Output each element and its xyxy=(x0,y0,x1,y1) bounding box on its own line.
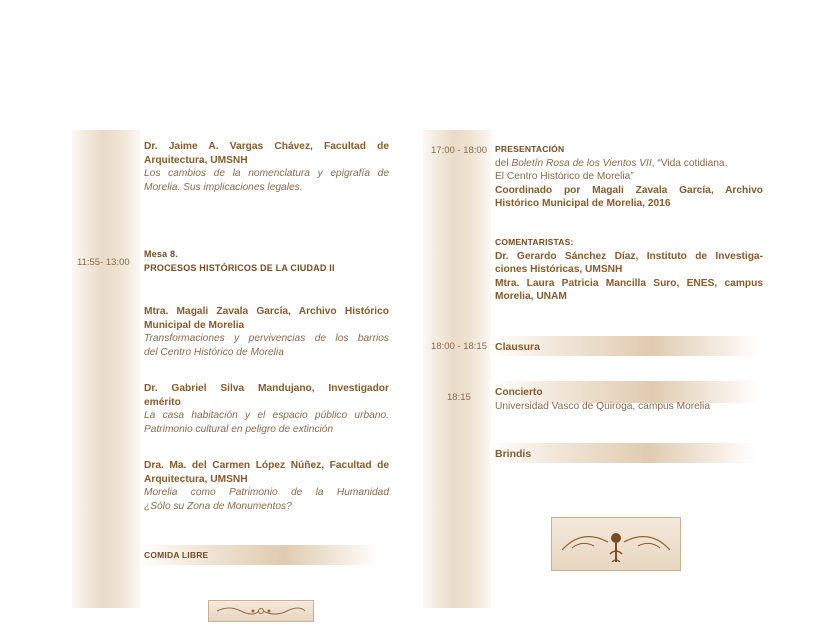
entry-title-cont: Morelia. Sus implicaciones legales. xyxy=(144,181,303,193)
concierto-block xyxy=(495,386,763,413)
entry-author: Dra. Ma. del Carmen López Núñez, Facultad de xyxy=(144,460,389,471)
pres-pre: del xyxy=(495,157,512,169)
comentarista-2: Mtra. Laura Patricia Mancilla Suro, ENES, campus xyxy=(495,277,763,289)
time-presentacion: 17:00 - 18:00 xyxy=(431,145,487,156)
left-session-time: 11:55- 13:00 xyxy=(77,257,130,268)
entry-author-cont: Arquitectura, UMSNH xyxy=(144,154,248,166)
coordinator-cont: Histórico Municipal de Morelia, 2016 xyxy=(495,198,671,210)
left-entry-1 xyxy=(144,140,389,194)
mesa-label: Mesa 8. xyxy=(144,249,178,259)
presentacion-block xyxy=(495,143,763,211)
coordinator: Coordinado por Magali Zavala García, Archivo xyxy=(495,184,763,196)
entry-title-cont: del Centro Histórico de Morelia xyxy=(144,346,284,358)
mesa-title: PROCESOS HISTÓRICOS DE LA CIUDAD II xyxy=(144,262,335,273)
clausura-label: Clausura xyxy=(495,341,540,353)
left-time-band xyxy=(72,130,140,608)
right-time-band xyxy=(423,130,491,608)
entry-author-cont: emérito xyxy=(144,396,181,408)
mesa-heading xyxy=(144,248,389,275)
right-ornament xyxy=(551,517,681,571)
comentaristas-block xyxy=(495,236,763,304)
entry-author: Dr. Gabriel Silva Mandujano, Investigador xyxy=(144,383,389,394)
time-concierto: 18:15 xyxy=(447,392,471,403)
presentacion-line2: El Centro Histórico de Morelia” xyxy=(495,171,634,183)
entry-title-cont: ¿Sólo su Zona de Monumentos? xyxy=(144,500,292,512)
entry-title-cont: Patrimonio cultural en peligro de extinción xyxy=(144,423,334,435)
boletin-title: Boletín Rosa de los Vientos VII xyxy=(511,157,652,169)
entry-title: La casa habitación y el espacio público urbano. xyxy=(144,410,389,422)
left-ornament xyxy=(208,600,314,622)
pres-post: , “Vida cotidiana. xyxy=(651,157,728,169)
presentacion-line1 xyxy=(495,157,763,171)
entry-author: Dr. Jaime A. Vargas Chávez, Facultad de xyxy=(144,141,389,152)
entry-author-cont: Municipal de Morelia xyxy=(144,319,245,331)
flourish-icon xyxy=(209,601,313,621)
presentacion-label: PRESENTACIÓN xyxy=(495,144,565,154)
entry-title: Transformaciones y pervivencias de los barrios xyxy=(144,333,389,345)
left-entry-3 xyxy=(144,382,389,436)
comentarista-1: Dr. Gerardo Sánchez Díaz, Instituto de Investiga- xyxy=(495,250,763,262)
concierto-label: Concierto xyxy=(495,387,543,398)
entry-author-cont: Arquitectura, UMSNH xyxy=(144,473,248,485)
concierto-place: Universidad Vasco de Quiroga, campus Morelia xyxy=(495,400,710,412)
entry-author: Mtra. Magali Zavala García, Archivo Histórico xyxy=(144,306,389,317)
flower-ornament-icon xyxy=(552,518,680,570)
left-entry-2 xyxy=(144,305,389,359)
entry-title: Morelia como Patrimonio de la Humanidad xyxy=(144,487,389,499)
entry-title: Los cambios de la nomenclatura y epigrafía de xyxy=(144,168,389,180)
brindis-label: Brindis xyxy=(495,448,532,460)
comentarista-1-cont: ciones Históricas, UMSNH xyxy=(495,264,623,276)
comentaristas-label: COMENTARISTAS: xyxy=(495,237,574,247)
comida-label: COMIDA LIBRE xyxy=(144,550,209,560)
time-clausura: 18:00 - 18:15 xyxy=(431,341,487,352)
comentarista-2-cont: Morelia, UNAM xyxy=(495,291,567,303)
left-entry-4 xyxy=(144,459,389,513)
